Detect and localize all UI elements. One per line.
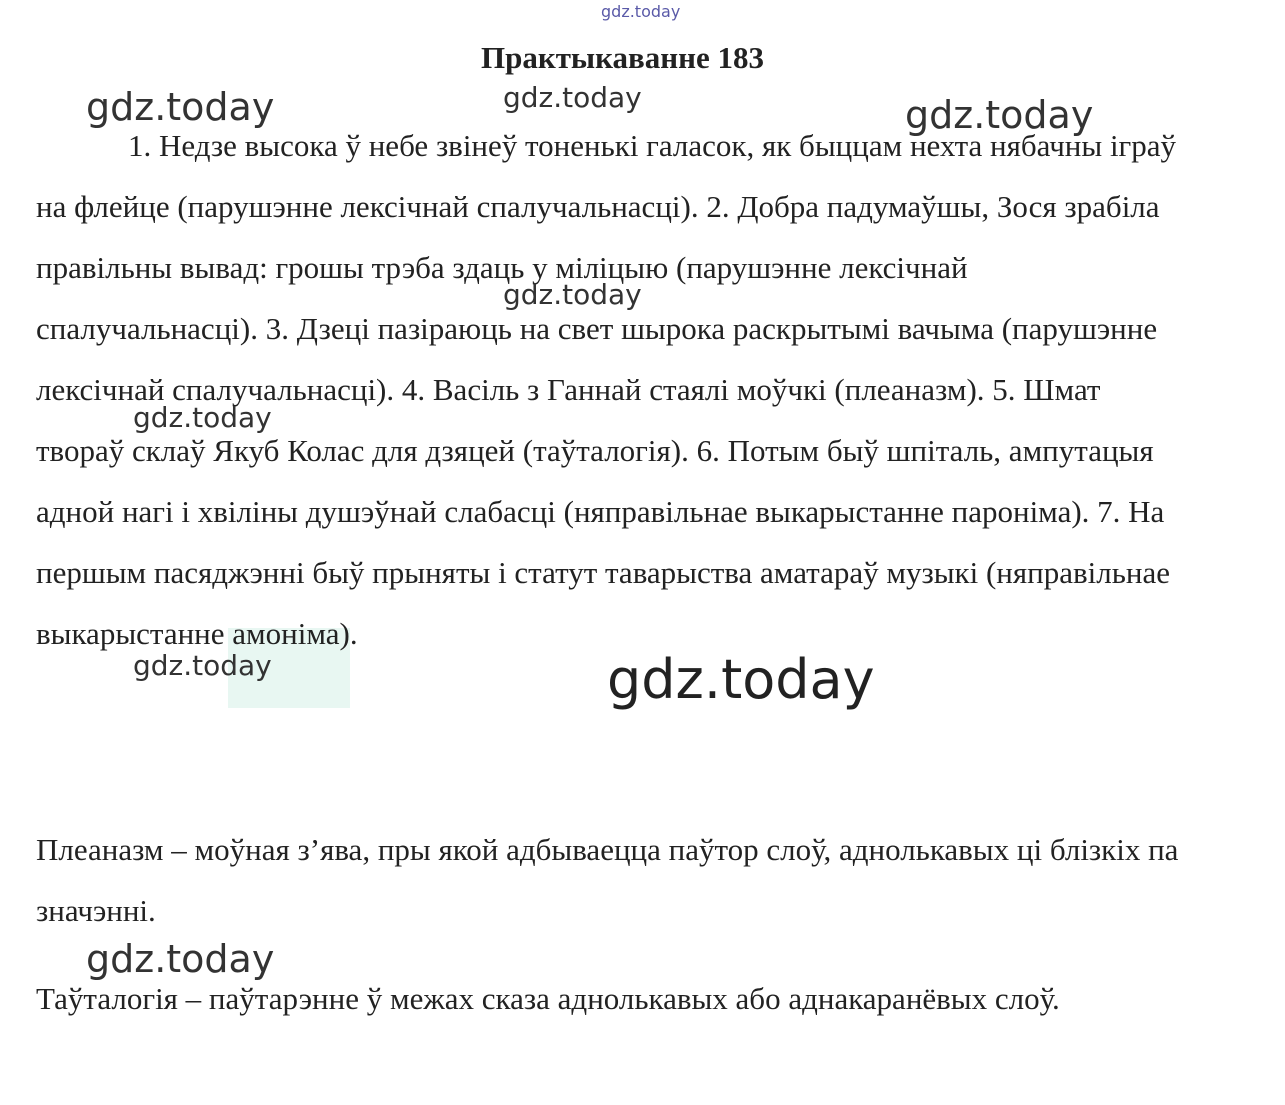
exercise-answer-text: 1. Недзе высока ў небе звінеў тоненькі галасок, як быццам нехта нябачны іграў на флейце (парушэнне лексічнай спалучальнасці). 2. Добра падумаўшы, Зося зрабіла правільны вывад: грошы трэба здаць у міліцыю (парушэнне лексічнай спалучальнасці). 3. Дзеці пазіраюць на свет шырока раскрытымі вачыма (парушэнне лексічнай спалучальнасці). 4. Васіль з Ганнай стаялі моўчкі (плеаназм). 5. Шмат твораў склаў Якуб Колас для дзяцей (таўталогія). 6. Потым быў шпіталь, ампутацыя адной нагі і хвіліны душэўнай слабасці (няправільнае выкарыстанне пароніма). 7. На першым пасяджэнні быў прыняты і статут таварыства аматараў музыкі (няправільнае выкарыстанне амоніма). — [36, 128, 1177, 651]
definition-pleonasm: Плеаназм – моўная з’ява, пры якой адбываецца паўтор слоў, аднолькавых ці блізкіх па значэнні. — [36, 832, 1179, 928]
watermark: gdz.today — [86, 85, 275, 129]
watermark: gdz.today — [86, 937, 275, 981]
watermark: gdz.today — [503, 278, 642, 311]
watermark-large: gdz.today — [607, 648, 875, 711]
watermark: gdz.today — [905, 93, 1094, 137]
watermark-top: gdz.today — [601, 2, 681, 21]
watermark: gdz.today — [133, 649, 272, 682]
definition-tautology: Таўталогія – паўтарэнне ў межах сказа аднолькавых або аднакаранёвых слоў. — [36, 981, 1060, 1016]
watermark: gdz.today — [503, 81, 642, 114]
page-title: Практыкаванне 183 — [480, 40, 764, 75]
watermark: gdz.today — [133, 401, 272, 434]
